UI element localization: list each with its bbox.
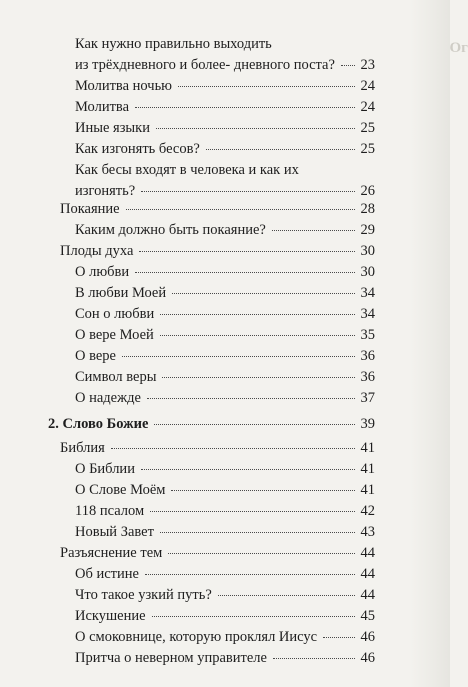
dot-leader (178, 86, 354, 87)
toc-entry (75, 160, 375, 202)
toc-page-number: 29 (360, 222, 375, 238)
dot-leader (141, 191, 354, 192)
toc-entry (75, 648, 375, 669)
dot-leader (152, 616, 355, 617)
facing-page-edge (410, 0, 468, 687)
toc-entry (75, 480, 375, 501)
toc-entry-title: Разъяснение тем (60, 545, 163, 561)
toc-entry-title: О вере (75, 348, 116, 364)
toc-page-number: 36 (360, 369, 375, 385)
dot-leader (160, 532, 355, 533)
toc-entry-title: Покаяние (60, 201, 120, 217)
toc-page-number: 45 (360, 608, 375, 624)
dot-leader (147, 398, 355, 399)
dot-leader (168, 553, 354, 554)
toc-entry (75, 76, 375, 97)
toc-page-number: 41 (360, 440, 375, 456)
toc-entry (75, 325, 375, 346)
toc-entry-title: О любви (75, 264, 130, 280)
toc-entry-title: Молитва ночью (75, 78, 173, 94)
dot-leader (171, 490, 354, 491)
toc-page-number: 25 (360, 141, 375, 157)
toc-entry (75, 97, 375, 118)
toc-entry (75, 118, 375, 139)
toc-entry-title: Молитва (75, 99, 130, 115)
toc-entry-title: О Библии (75, 461, 135, 477)
dot-leader (145, 574, 355, 575)
dot-leader (162, 377, 354, 378)
dot-leader (273, 658, 355, 659)
toc-page-number: 42 (360, 503, 375, 519)
dot-leader (122, 356, 355, 357)
dot-leader (150, 511, 354, 512)
toc-page-number: 46 (360, 629, 375, 645)
toc-entry (60, 543, 375, 564)
toc-entry (60, 438, 375, 459)
toc-entry-title: Плоды духа (60, 243, 134, 259)
toc-entry-title: Что такое узкий путь? (75, 587, 212, 603)
toc-entry (75, 564, 375, 585)
toc-page-number: 24 (360, 99, 375, 115)
facing-page-text: Ог (449, 40, 468, 56)
dot-leader (111, 448, 355, 449)
toc-page-number: 34 (360, 285, 375, 301)
toc-page-number: 23 (360, 57, 375, 73)
dot-leader (218, 595, 355, 596)
toc-entry-title: Искушение (75, 608, 146, 624)
toc-entry-title: О смоковнице, которую проклял Иисус (75, 629, 318, 645)
toc-entry-title: Символ веры (75, 369, 157, 385)
toc-entry-title: Иные языки (75, 120, 150, 136)
toc-entry-title-cont: изгонять? (75, 183, 136, 199)
toc-entry-title: Притча о неверном управителе (75, 650, 267, 666)
toc-entry (60, 241, 375, 262)
toc-entry (75, 283, 375, 304)
toc-entry-title: Библия (60, 440, 105, 456)
dot-leader (341, 65, 355, 66)
toc-entry-title: Сон о любви (75, 306, 155, 322)
toc-entry-title: Новый Завет (75, 524, 154, 540)
toc-page-number: 25 (360, 120, 375, 136)
toc-entry-title: Как бесы входят в человека и как их (75, 162, 299, 178)
toc-entry (75, 606, 375, 627)
toc-entry-title: Каким должно быть покаяние? (75, 222, 266, 238)
toc-entry (75, 262, 375, 283)
toc-page-number: 44 (360, 545, 375, 561)
toc-entry (75, 367, 375, 388)
toc-entry-title: О вере Моей (75, 327, 154, 343)
toc-chapter-entry (48, 414, 375, 435)
toc-entry (75, 501, 375, 522)
toc-entry (75, 139, 375, 160)
toc-page-number: 34 (360, 306, 375, 322)
toc-page-number: 41 (360, 461, 375, 477)
toc-entry-title: В любви Моей (75, 285, 167, 301)
dot-leader (139, 251, 354, 252)
toc-page-number: 24 (360, 78, 375, 94)
toc-page-number: 44 (360, 566, 375, 582)
dot-leader (156, 128, 355, 129)
toc-entry (75, 522, 375, 543)
toc-chapter-title: 2. Слово Божие (48, 416, 149, 432)
toc-entry-title: Как нужно правильно выходить (75, 36, 272, 52)
toc-page-number: 44 (360, 587, 375, 603)
toc-page-number: 26 (360, 183, 375, 199)
toc-page-number: 43 (360, 524, 375, 540)
toc-entry (75, 304, 375, 325)
toc-page-number: 30 (360, 264, 375, 280)
toc-page-number: 28 (360, 201, 375, 217)
dot-leader (154, 424, 354, 425)
toc-entry-title: Об истине (75, 566, 139, 582)
toc-page-number: 36 (360, 348, 375, 364)
dot-leader (160, 314, 354, 315)
toc-entry (75, 388, 375, 409)
toc-entry (75, 220, 375, 241)
toc-entry (60, 199, 375, 220)
dot-leader (141, 469, 355, 470)
toc-page-number: 46 (360, 650, 375, 666)
toc-entry-title: Как изгонять бесов? (75, 141, 200, 157)
dot-leader (323, 637, 354, 638)
dot-leader (172, 293, 354, 294)
toc-page-number: 30 (360, 243, 375, 259)
toc-page-number: 39 (360, 416, 375, 432)
dot-leader (272, 230, 355, 231)
dot-leader (206, 149, 355, 150)
toc-entry-title: О надежде (75, 390, 141, 406)
dot-leader (126, 209, 355, 210)
toc-entry (75, 459, 375, 480)
toc-entry (75, 585, 375, 606)
toc-page-number: 37 (360, 390, 375, 406)
dot-leader (160, 335, 355, 336)
toc-entry (75, 346, 375, 367)
toc-entry-title: О Слове Моём (75, 482, 166, 498)
toc-entry (75, 34, 375, 76)
toc-entry-title-cont: из трёхдневного и более- дневного поста? (75, 57, 335, 73)
toc-page-number: 35 (360, 327, 375, 343)
toc-page-number: 41 (360, 482, 375, 498)
toc-entry-title: 118 псалом (75, 503, 145, 519)
dot-leader (135, 107, 354, 108)
toc-entry (75, 627, 375, 648)
dot-leader (135, 272, 354, 273)
